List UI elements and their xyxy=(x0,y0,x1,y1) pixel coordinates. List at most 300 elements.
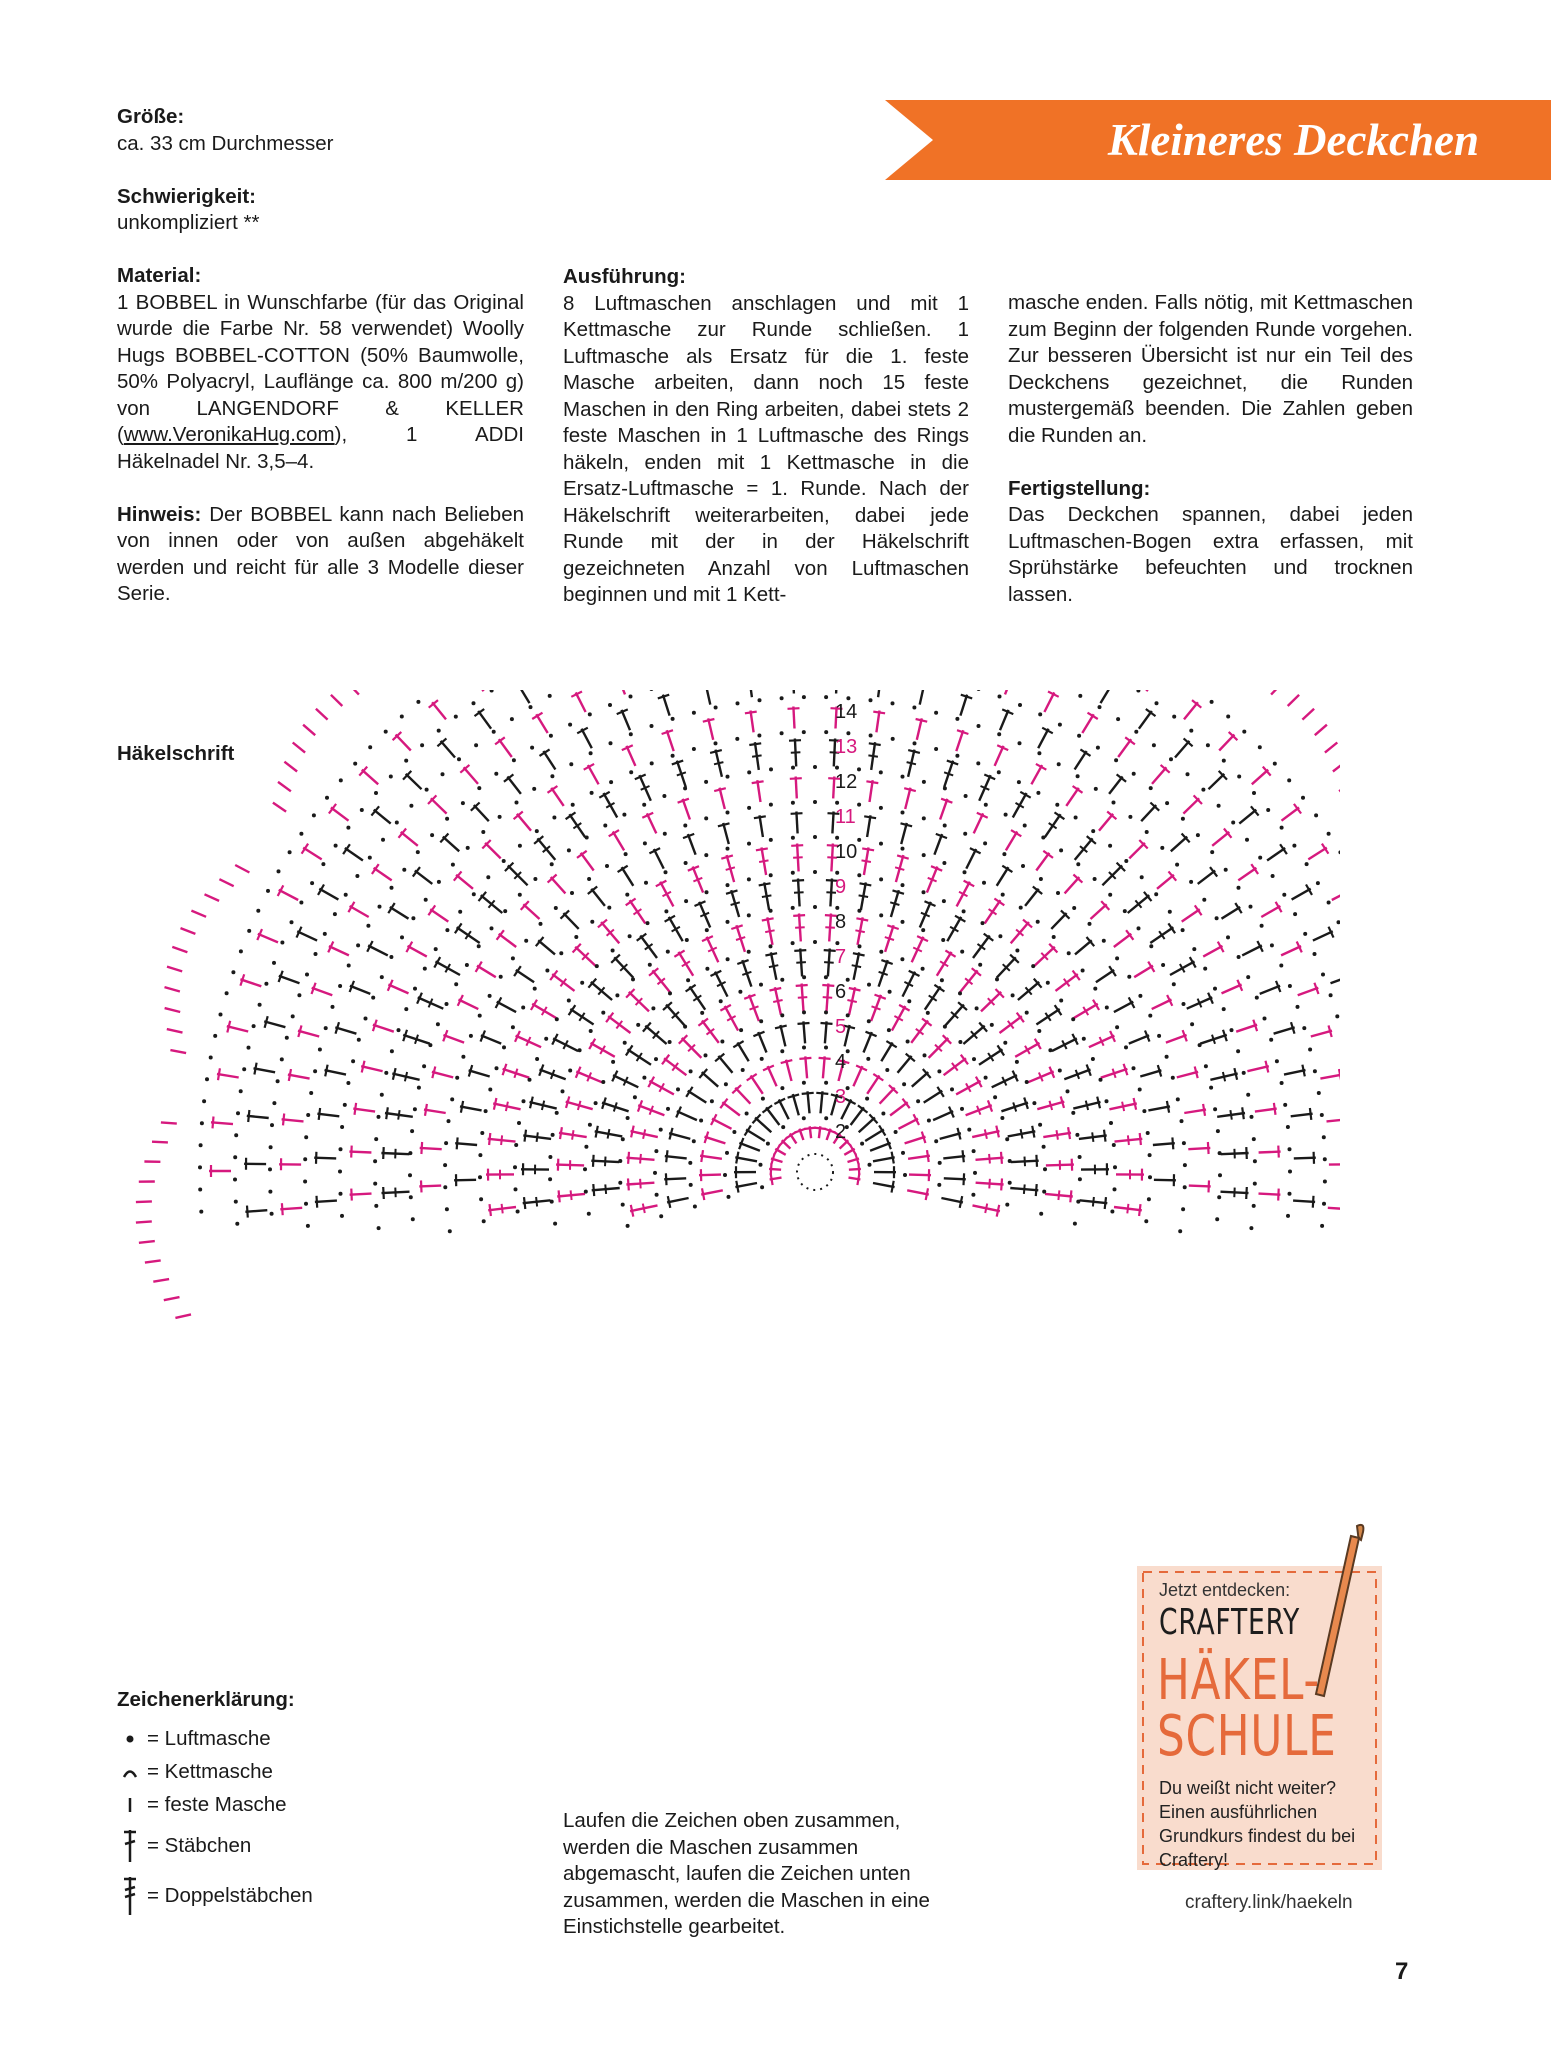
chain-dot xyxy=(1266,808,1270,812)
stitch-mark xyxy=(1101,690,1112,703)
stitch-bar xyxy=(802,1093,814,1094)
chain-dot xyxy=(548,694,552,698)
stitch-mark xyxy=(706,690,711,705)
stitch-bar xyxy=(890,902,899,905)
chain-dot xyxy=(552,816,556,820)
stitch-bar xyxy=(1113,1069,1116,1078)
chain-dot xyxy=(1288,1147,1292,1151)
picot-mark xyxy=(136,1201,152,1202)
stitch-bar xyxy=(798,997,808,998)
stitch-bar xyxy=(542,1101,544,1110)
stitch-mark xyxy=(1184,702,1198,719)
chain-dot xyxy=(659,1214,663,1218)
stitch-mark xyxy=(836,690,837,694)
stitch-mark xyxy=(288,1075,310,1079)
chain-dot xyxy=(982,881,986,885)
stitch-bar xyxy=(596,1126,598,1138)
stitch-mark xyxy=(907,1190,929,1194)
column-specs xyxy=(117,104,524,608)
chain-dot xyxy=(364,1017,368,1021)
chain-dot xyxy=(233,1178,237,1182)
chain-dot xyxy=(1145,830,1149,834)
stitch-bar xyxy=(822,985,834,986)
chain-dot xyxy=(445,1002,449,1006)
chain-dot xyxy=(1335,1014,1339,1018)
chain-dot xyxy=(700,1011,704,1015)
chain-dot xyxy=(1178,1229,1182,1233)
stitch-bar xyxy=(771,1173,773,1185)
stitch-bar xyxy=(916,719,928,722)
chain-dot xyxy=(209,1056,213,1060)
stitch-bar xyxy=(572,1130,573,1140)
chain-dot xyxy=(1109,1121,1113,1125)
stitch-bar xyxy=(1203,1104,1205,1116)
chain-dot xyxy=(654,1149,658,1153)
chain-dot xyxy=(1252,1204,1256,1208)
stitch-bar xyxy=(1168,923,1175,933)
chain-dot xyxy=(963,870,967,874)
stitch-mark xyxy=(718,1056,732,1073)
chain-dot xyxy=(603,824,607,828)
stitch-bar xyxy=(289,1069,291,1081)
stitch-bar xyxy=(548,786,558,793)
chain-dot xyxy=(512,758,516,762)
chain-dot xyxy=(1258,745,1262,749)
stitch-mark xyxy=(758,1032,766,1052)
stitch-bar xyxy=(1001,1178,1002,1190)
stitch-mark xyxy=(576,692,586,712)
stitch-mark xyxy=(1114,934,1132,947)
chain-dot xyxy=(1270,943,1274,947)
stitch-bar xyxy=(614,1102,617,1111)
chain-dot xyxy=(366,924,370,928)
stitch-bar xyxy=(343,844,350,854)
chain-dot xyxy=(857,909,861,913)
stitch-mark xyxy=(867,1076,879,1094)
stitch-mark xyxy=(1281,946,1301,955)
stitch-bar xyxy=(825,927,835,928)
chain-dot xyxy=(1249,1226,1253,1230)
chain-dot xyxy=(846,731,850,735)
stitch-bar xyxy=(866,781,878,783)
chain-dot xyxy=(1073,1222,1077,1226)
stitch-mark xyxy=(737,1043,748,1062)
chain-dot xyxy=(802,975,806,979)
chain-dot xyxy=(1091,1057,1095,1061)
stitch-bar xyxy=(1266,1061,1269,1073)
round-number-label: 10 xyxy=(835,841,858,863)
chain-dot xyxy=(726,883,730,887)
stitch-bar xyxy=(1195,1067,1198,1079)
stitch-mark xyxy=(1261,906,1280,917)
chain-dot xyxy=(846,978,850,982)
stitch-bar xyxy=(762,918,774,920)
stitch-mark xyxy=(264,1021,285,1027)
chain-dot xyxy=(1114,758,1118,762)
chain-dot xyxy=(769,873,773,877)
chain-dot xyxy=(615,993,619,997)
stitch-mark xyxy=(517,814,531,831)
chain-dot xyxy=(625,893,629,897)
chain-dot xyxy=(998,934,1002,938)
stitch-mark xyxy=(543,751,555,770)
chain-dot xyxy=(791,941,795,945)
chain-dot xyxy=(494,772,498,776)
stitch-mark xyxy=(944,1178,966,1179)
stitch-bar xyxy=(985,1204,987,1213)
chain-dot xyxy=(1039,877,1043,881)
chain-dot xyxy=(631,977,635,981)
double-crochet-icon xyxy=(117,1828,143,1864)
chain-dot xyxy=(517,1121,521,1125)
stitch-bar xyxy=(640,1154,641,1164)
stitch-mark xyxy=(1222,985,1242,994)
chain-dot xyxy=(1142,1109,1146,1113)
chain-dot xyxy=(299,832,303,836)
slip-stitch-icon xyxy=(117,1765,143,1779)
stitch-bar xyxy=(781,1060,793,1063)
execution-label: Ausführung: xyxy=(563,265,686,288)
chain-dot xyxy=(239,1089,243,1093)
chain-dot xyxy=(857,803,861,807)
chain-dot xyxy=(478,1153,482,1157)
stitch-mark xyxy=(1153,1143,1175,1145)
chain-dot xyxy=(416,700,420,704)
chain-dot xyxy=(559,951,563,955)
chain-dot xyxy=(1052,935,1056,939)
chain-dot xyxy=(605,864,609,868)
stitch-mark xyxy=(1242,946,1262,956)
stitch-mark xyxy=(1152,1000,1172,1010)
stitch-mark xyxy=(1146,690,1159,691)
chain-dot xyxy=(1175,863,1179,867)
chain-dot xyxy=(1082,1037,1086,1041)
chain-dot xyxy=(321,862,325,866)
chain-dot xyxy=(570,891,574,895)
chain-dot xyxy=(587,877,591,881)
chain-dot xyxy=(607,906,611,910)
stitch-mark xyxy=(876,711,879,733)
stitch-mark xyxy=(1274,1027,1295,1033)
stitch-mark xyxy=(459,1000,479,1010)
chain-dot xyxy=(374,791,378,795)
stitch-bar xyxy=(571,1190,572,1200)
chain-dot xyxy=(404,759,408,763)
chain-dot xyxy=(397,1028,401,1032)
chain-dot xyxy=(346,1081,350,1085)
chain-dot xyxy=(683,786,687,790)
stitch-mark xyxy=(1025,889,1039,906)
chain-dot xyxy=(334,844,338,848)
picot-mark xyxy=(167,1029,183,1033)
legend xyxy=(117,1688,517,1921)
chain-dot xyxy=(689,1183,693,1187)
chain-dot xyxy=(1113,1187,1117,1191)
chain-dot xyxy=(443,1163,447,1167)
chain-dot xyxy=(1303,932,1307,936)
stitch-mark xyxy=(663,695,670,716)
chain-dot xyxy=(835,766,839,770)
stitch-bar xyxy=(643,1129,645,1138)
chain-dot xyxy=(270,1212,274,1216)
chain-dot xyxy=(1293,912,1297,916)
chain-dot xyxy=(1008,1181,1012,1185)
chain-dot xyxy=(813,905,817,909)
chain-dot xyxy=(802,695,806,699)
stitch-mark xyxy=(920,690,925,705)
chain-dot xyxy=(589,751,593,755)
craftery-link[interactable]: craftery.link/haekeln xyxy=(1185,1892,1353,1913)
picot-mark xyxy=(1271,690,1282,695)
chain-dot xyxy=(1105,1099,1109,1103)
stitch-mark xyxy=(905,788,910,809)
chain-dot xyxy=(318,1048,322,1052)
chain-dot xyxy=(1253,1159,1257,1163)
chain-dot xyxy=(1190,1022,1194,1026)
round-number-label: 12 xyxy=(835,771,858,793)
chain-dot xyxy=(736,701,740,705)
stitch-mark xyxy=(803,1021,805,1043)
chain-dot xyxy=(1025,1011,1029,1015)
chain-dot xyxy=(533,987,537,991)
chain-dot xyxy=(688,1161,692,1165)
stitch-bar xyxy=(1223,1072,1225,1081)
chain-dot xyxy=(521,1006,525,1010)
chain-dot xyxy=(1204,1064,1208,1068)
chain-dot xyxy=(761,1097,765,1101)
stitch-mark xyxy=(1082,714,1093,733)
chain-dot xyxy=(402,868,406,872)
chain-dot xyxy=(234,1133,238,1137)
stitch-mark xyxy=(563,913,578,929)
craftery-brand: CRAFTERY xyxy=(1159,1602,1301,1643)
chain-dot xyxy=(972,1149,976,1153)
chain-dot xyxy=(1320,1224,1324,1228)
chain-dot xyxy=(477,786,481,790)
stitch-mark xyxy=(1139,711,1152,729)
chain-dot xyxy=(906,1040,910,1044)
stitch-bar xyxy=(934,985,944,992)
chain-dot xyxy=(553,1222,557,1226)
chain-dot xyxy=(671,754,675,758)
stitch-mark xyxy=(415,871,433,884)
stitch-mark xyxy=(1036,853,1049,871)
stitch-bar xyxy=(1310,1108,1311,1120)
stitch-mark xyxy=(374,868,392,881)
chain-dot xyxy=(1093,877,1097,881)
chain-dot xyxy=(705,967,709,971)
chain-dot xyxy=(233,1155,237,1159)
picot-mark xyxy=(181,928,196,934)
chain-dot xyxy=(618,1159,622,1163)
chain-dot xyxy=(769,909,773,913)
column-finishing xyxy=(1008,290,1413,608)
chain-dot xyxy=(649,690,653,691)
chain-dot xyxy=(1018,703,1022,707)
stitch-mark xyxy=(870,1143,891,1151)
chain-dot xyxy=(960,950,964,954)
chain-dot xyxy=(588,712,592,716)
stitch-mark xyxy=(1198,871,1216,884)
stitch-mark xyxy=(460,1106,482,1110)
chain-dot xyxy=(441,772,445,776)
chain-dot xyxy=(445,1207,449,1211)
chain-dot xyxy=(608,703,612,707)
chain-dot xyxy=(858,944,862,948)
stitch-mark xyxy=(878,690,881,697)
stitch-mark xyxy=(708,718,713,739)
stitch-bar xyxy=(754,816,766,818)
chain-dot xyxy=(1249,905,1253,909)
chain-dot xyxy=(1288,1192,1292,1196)
chain-dot xyxy=(835,941,839,945)
chain-dot xyxy=(1321,973,1325,977)
chain-dot xyxy=(1210,700,1214,704)
stitch-bar xyxy=(325,1065,327,1077)
stitch-mark xyxy=(298,1031,319,1037)
chain-dot xyxy=(280,941,284,945)
chain-dot xyxy=(1213,1107,1217,1111)
stitch-mark xyxy=(1328,1208,1340,1210)
chain-dot xyxy=(1255,996,1259,1000)
chain-dot xyxy=(518,844,522,848)
chain-dot xyxy=(769,838,773,842)
chain-dot xyxy=(663,832,667,836)
chain-dot xyxy=(1152,743,1156,747)
stitch-mark xyxy=(456,875,473,889)
picot-mark xyxy=(278,782,291,791)
chain-dot xyxy=(995,977,999,981)
chain-dot xyxy=(1258,856,1262,860)
stitch-mark xyxy=(516,970,534,982)
stitch-mark xyxy=(622,710,631,730)
stitch-bar xyxy=(494,1098,497,1110)
stitch-mark xyxy=(995,746,1004,766)
note-label: Hinweis: xyxy=(117,502,202,526)
stitch-bar xyxy=(770,988,782,991)
chain-dot xyxy=(1078,1155,1082,1159)
chain-dot xyxy=(993,1095,997,1099)
chain-dot xyxy=(624,852,628,856)
stitch-mark xyxy=(345,848,363,861)
stitch-mark xyxy=(1044,692,1054,712)
stitch-mark xyxy=(507,777,521,794)
chain-dot xyxy=(544,1037,548,1041)
chain-dot xyxy=(1005,1203,1009,1207)
chain-dot xyxy=(276,1079,280,1083)
chain-dot xyxy=(1217,1195,1221,1199)
stitch-bar xyxy=(1025,1157,1026,1167)
chain-dot xyxy=(1181,928,1185,932)
stitch-mark xyxy=(471,690,484,691)
chain-dot xyxy=(360,808,364,812)
chain-dot xyxy=(522,1099,526,1103)
stitch-mark xyxy=(712,1119,732,1129)
chain-dot xyxy=(411,916,415,920)
chain-dot xyxy=(802,1046,806,1050)
chain-dot xyxy=(1206,743,1210,747)
chain-dot xyxy=(668,1040,672,1044)
chain-dot xyxy=(984,803,988,807)
chain-dot xyxy=(510,717,514,721)
chain-dot xyxy=(338,1170,342,1174)
chain-dot xyxy=(413,1107,417,1111)
chain-dot xyxy=(879,770,883,774)
chain-dot xyxy=(901,847,905,851)
chain-dot xyxy=(339,1147,343,1151)
chain-dot xyxy=(219,1013,223,1017)
stitch-mark xyxy=(1239,810,1256,824)
chain-dot xyxy=(726,957,730,961)
stitch-bar xyxy=(718,823,730,826)
stitch-bar xyxy=(895,867,904,870)
chain-dot xyxy=(1213,987,1217,991)
picot-mark xyxy=(1325,743,1337,753)
stitch-mark xyxy=(997,867,1009,886)
chain-dot xyxy=(1288,984,1292,988)
stitch-mark xyxy=(1291,1114,1313,1117)
chain-dot xyxy=(943,1025,947,1029)
veronikahug-link[interactable]: www.VeronikaHug.com xyxy=(123,423,335,446)
chain-dot xyxy=(550,1200,554,1204)
stitch-bar xyxy=(1246,1187,1247,1199)
stitch-mark xyxy=(805,1056,807,1078)
chain-dot xyxy=(824,1081,828,1085)
stitch-bar xyxy=(856,918,868,920)
stitch-bar xyxy=(569,1005,576,1015)
chain-dot xyxy=(555,1017,559,1021)
chain-dot xyxy=(628,934,632,938)
stitch-bar xyxy=(317,1196,318,1208)
stitch-mark xyxy=(419,1186,441,1187)
round-number-label: 7 xyxy=(835,946,847,968)
chain-dot xyxy=(769,803,773,807)
stitch-bar xyxy=(631,1205,634,1217)
chain-dot xyxy=(445,817,449,821)
chain-dot xyxy=(1286,1125,1290,1129)
chain-dot xyxy=(1072,906,1076,910)
chain-dot xyxy=(554,906,558,910)
stitch-bar xyxy=(1195,905,1202,915)
chain-dot xyxy=(927,1119,931,1123)
stitch-mark xyxy=(943,1156,965,1158)
stitch-mark xyxy=(1212,832,1229,846)
chain-dot xyxy=(234,1200,238,1204)
stitch-bar xyxy=(1068,1127,1070,1139)
chain-dot xyxy=(983,841,987,845)
chain-dot xyxy=(1320,1113,1324,1117)
chain-dot xyxy=(692,1139,696,1143)
stitch-bar xyxy=(892,1181,894,1193)
chain-dot xyxy=(503,909,507,913)
chain-dot xyxy=(813,800,817,804)
chain-dot xyxy=(1273,762,1277,766)
stitch-mark xyxy=(667,730,674,751)
stitch-bar xyxy=(302,844,309,854)
size-value: ca. 33 cm Durchmesser xyxy=(117,131,334,155)
stitch-bar xyxy=(1234,1068,1237,1080)
stitch-mark xyxy=(443,1035,464,1043)
chain-dot xyxy=(683,1025,687,1029)
chain-dot xyxy=(685,938,689,942)
chain-dot xyxy=(1263,1017,1267,1021)
stitch-bar xyxy=(1057,1130,1058,1140)
stitch-bar xyxy=(1036,1184,1037,1196)
chain-dot xyxy=(1058,1069,1062,1073)
chain-dot xyxy=(629,732,633,736)
stitch-bar xyxy=(566,812,576,819)
stitch-mark xyxy=(665,1156,687,1158)
